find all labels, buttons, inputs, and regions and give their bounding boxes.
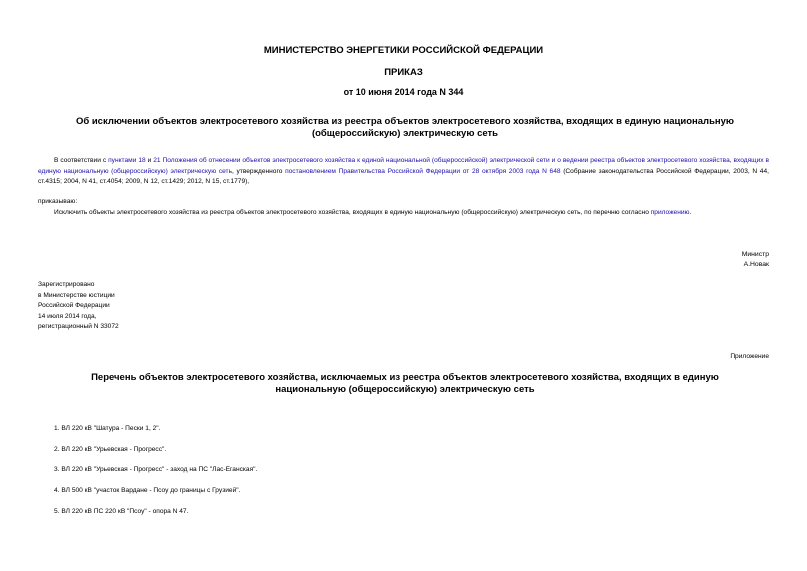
signature-name: А.Новак (743, 261, 769, 268)
preamble-text: В соответствии с (54, 157, 109, 164)
list-item: 1. ВЛ 220 кВ "Шатура - Пески 1, 2". (54, 425, 161, 432)
link-regulation[interactable]: 21 Положения об отнесении объектов электросетевого хозяйства к единой национальной (общероссийской) электрической сети и о ведении реестра объектов электросетевого хозяйства, входящих в единую национальную (общероссийскую) электрическую сеть (38, 157, 770, 175)
document-date-number: от 10 июня 2014 года N 344 (343, 87, 464, 97)
order-item-text: Исключить объекты электросетевого хозяйства из реестра объектов электросетевого хозяйства, входящих в единую национальную (общероссийскую) электрическую сеть, по перечню согласно (54, 209, 651, 216)
link-government-decree[interactable]: постановлением Правительства Российской Федерации от 28 октября 2003 года N 648 (285, 167, 561, 175)
preamble-text: (Собрание законодательства Российской Федерации, 2003, N 44, ст.4315; 2004, N 41, ст.4054; 2009, N 12, ст.1429; 2012, N 15, ст.1779), (38, 167, 769, 185)
document-type: ПРИКАЗ (384, 67, 423, 78)
registration-line: Российской Федерации (38, 302, 110, 309)
registration-line: регистрационный N 33072 (38, 323, 119, 330)
appendix-title: Перечень объектов электросетевого хозяйства, исключаемых из реестра объектов электросетевого хозяйства, входящих в единую национальную (общероссийскую) электрическую сеть (91, 372, 719, 395)
preamble-text: и (145, 157, 154, 164)
registration-line: в Министерстве юстиции (38, 291, 115, 299)
ordered-label: приказываю: (38, 198, 78, 205)
list-item: 4. ВЛ 500 кВ "участок Вардане - Псоу до границы с Грузией". (54, 487, 241, 494)
ministry-heading: МИНИСТЕРСТВО ЭНЕРГЕТИКИ РОССИЙСКОЙ ФЕДЕРАЦИИ (263, 45, 544, 56)
signature-position: Министр (741, 251, 769, 258)
preamble-paragraph (38, 156, 769, 188)
list-item: 3. ВЛ 220 кВ "Урьевская - Прогресс" - заход на ПС "Лас-Еганская". (54, 466, 258, 473)
link-paragraph-18[interactable]: пунктами 18 (108, 157, 146, 164)
list-item: 2. ВЛ 220 кВ "Урьевская - Прогресс". (54, 446, 167, 453)
list-item: 5. ВЛ 220 кВ ПС 220 кВ "Псоу" - опора N 47. (54, 508, 189, 515)
document-title: Об исключении объектов электросетевого хозяйства из реестра объектов электросетевого хозяйства, входящих в единую национальную (общероссийскую) электрическую сеть (75, 116, 735, 139)
order-item (54, 209, 691, 216)
registration-line: Зарегистрировано (38, 281, 95, 288)
preamble-text: , утвержденного (232, 167, 286, 175)
order-item-end: . (689, 209, 692, 216)
appendix-label: Приложение (730, 353, 769, 360)
registration-line: 14 июля 2014 года, (38, 312, 97, 320)
link-appendix[interactable]: приложению (650, 209, 690, 216)
